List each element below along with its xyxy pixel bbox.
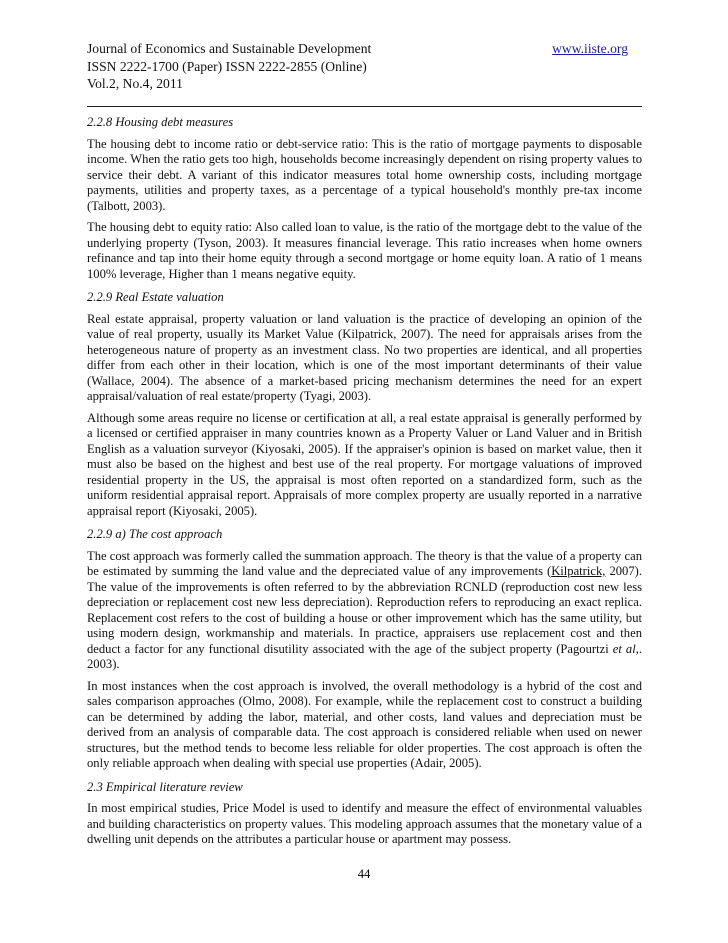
section-heading-2-2-8: 2.2.8 Housing debt measures	[87, 115, 234, 129]
paragraph: The housing debt to equity ratio: Also called loan to value, is the ratio of the mortgage debt to the value of the underlying property (Tyson, 2003). It measures financial leverage. This ratio increases when home owners refinance and tap into their home equity through a second mortgage or home equity loan. A ratio of 1 means 100% leverage, Higher than 1 means negative equity.	[87, 220, 642, 281]
section-heading-2-2-9-a: 2.2.9 a) The cost approach	[87, 527, 223, 541]
paper-page	[87, 40, 642, 854]
journal-header	[87, 40, 642, 102]
paragraph: The housing debt to income ratio or debt-service ratio: This is the ratio of mortgage payments to disposable income. When the ratio gets too high, households become increasingly dependent on rising property values to service their debt. A variant of this indicator measures total home ownership costs, including mortgage payments, utilities and property taxes, as a percentage of a typical household's monthly pre-tax income (Talbott, 2003).	[87, 136, 642, 213]
text-run: The cost approach was formerly called the summation approach. The theory is that the value of a property can be estimated by summing the land value and the depreciated value of any improvements (	[87, 548, 642, 578]
journal-url-link[interactable]: www.iiste.org	[552, 41, 628, 56]
text-run-italic: et al	[612, 641, 636, 656]
journal-volume: Vol.2, No.4, 2011	[87, 76, 183, 91]
section-heading-2-2-9: 2.2.9 Real Estate valuation	[87, 290, 224, 304]
paragraph: Real estate appraisal, property valuation or land valuation is the practice of developing an opinion of the value of real property, usually its Market Value (Kilpatrick, 2007). The need for appraisals arises from the heterogeneous nature of property as an investment class. No two properties are identical, and all properties differ from each other in their location, which is one of the most important determinants of their value (Wallace, 2004). The absence of a market-based pricing mechanism determines the need for an expert appraisal/valuation of real estate/property (Tyagi, 2003).	[87, 311, 642, 403]
journal-issn: ISSN 2222-1700 (Paper) ISSN 2222-2855 (Online)	[87, 58, 367, 74]
citation-link[interactable]: Kilpatrick,	[551, 564, 606, 578]
paragraph: In most instances when the cost approach is involved, the overall methodology is a hybrid of the cost and sales comparison approaches (Olmo, 2008). For example, while the replacement cost to construct a building can be determined by adding the labor, material, and other costs, land values and depreciation must be derived from an analysis of comparable data. The cost approach is considered reliable when used on newer structures, but the method tends to become less reliable for older properties. The cost approach is often the only reliable approach when dealing with special use properties (Adair, 2005).	[87, 678, 642, 770]
text-run: ,. 2003).	[87, 641, 642, 671]
section-heading-2-3: 2.3 Empirical literature review	[87, 779, 243, 794]
text-run: 2007). The value of the improvements is often referred to by the abbreviation RCNLD (reproduction cost new less depreciation or replacement cost new less depreciation). Reproduction refers to reproducing an exact replica. Replacement cost refers to the cost of building a house or other improvement which has the same utility, but using modern design, workmanship and materials. In practice, appraisers use replacement cost and then deduct a factor for any functional disutility associated with the age of the subject property (Pagourtzi	[87, 564, 642, 656]
paragraph: In most empirical studies, Price Model is used to identify and measure the effect of environmental valuables and building characteristics on property values. This modeling approach assumes that the monetary value of a dwelling unit depends on the attributes a particular house or apartment may possess.	[87, 801, 642, 846]
paragraph-cost-approach	[87, 549, 642, 673]
header-divider	[87, 106, 642, 107]
page-number: 44	[357, 867, 371, 881]
journal-title: Journal of Economics and Sustainable Development	[87, 41, 372, 56]
paragraph: Although some areas require no license or certification at all, a real estate appraisal is generally performed by a licensed or certified appraiser in many countries known as a Property Valuer or Land Valuer and in British English as a valuation surveyor (Kiyosaki, 2005). If the appraiser's opinion is based on market value, then it must also be based on the highest and best use of the real property. For mortgage valuations of improved residential property in the US, the appraisal is most often reported on a standardized form, such as the uniform residential appraisal report. Appraisals of more complex property are usually reported in a narrative appraisal report (Kiyosaki, 2005).	[87, 410, 642, 518]
